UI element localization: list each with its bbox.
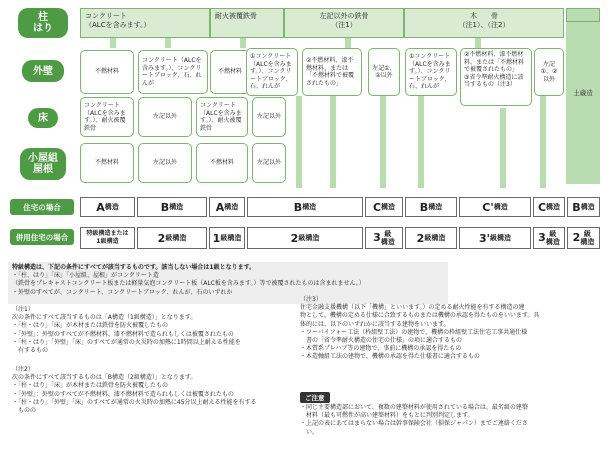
note-top-line-4: ・外壁のすべてが、コンクリート、コンクリートブロック、れんが、石のいずれか [12, 288, 233, 296]
note3-line: （注3） [300, 296, 322, 303]
wall-cell-7: ①コンクリート（ALCを含みます。）、コンクリートブロック、石、れんが [405, 48, 457, 96]
note3-line: 書の「省令準耐火構造の住宅の仕様」の項に適合するもの [300, 337, 463, 345]
connector [165, 38, 171, 48]
note2-line: 次の条件にすべて該当するものは「B構造（2級構造）」となります。 [12, 374, 197, 382]
note3-line: 住宅金融支援機構（以下「機構」といいます。）の定める耐火性能を有する構造の建 [300, 304, 525, 312]
header-soil: 土蔵造 [573, 89, 593, 97]
floor-cell-3: コンクリート（ALCを含みます。）、耐火被覆鉄骨 [196, 97, 248, 137]
residence-results [80, 197, 600, 217]
combined-results [80, 227, 600, 249]
note-2 [12, 366, 294, 415]
combined-result-3: 1 級構造 [209, 227, 245, 249]
note3-line: ・木質系プレハブ等の建物で、事前に機構の承認を得たもの [300, 345, 462, 353]
wall-cell-2: コンクリート（ALCを含みます。）、コンクリートブロック、石、れんが [138, 50, 208, 94]
floor-cell-1: コンクリート（ALCを含みます。）、耐火被覆鉄骨 [80, 97, 134, 137]
note3-line: ・木造軸組工法の建物で、機構の承認を得た仕様書に適合するもの [300, 353, 480, 361]
combined-result-9: 2 級 構造 [567, 227, 600, 249]
connector [296, 96, 302, 188]
note1-line: ・「外壁」：外壁のすべてが不燃材料、漆不燃材料で造られもしくは被覆されたもの [12, 330, 234, 338]
residence-result-6: B 構造 [405, 197, 457, 217]
wall-cell-4: ①コンクリート（ALCを含みます。）、コンクリートブロック、石、れんが [246, 48, 298, 96]
combined-result-8: 3 級 構造 [533, 227, 565, 249]
combined-result-1: 特級構造または 1級構造 [80, 227, 135, 249]
row-label-residence: 住宅の場合 [10, 199, 74, 215]
note2-line: ものの [12, 407, 37, 415]
connector [330, 96, 336, 188]
connector [500, 108, 506, 188]
note-top-line-1: 特級構造は、下記の条件にすべてが該当するものです。該当しない場合は1級となります。 [12, 264, 256, 271]
note-1 [12, 306, 294, 355]
residence-result-4: B 構造 [247, 197, 363, 217]
caution-section [300, 385, 606, 437]
wall-cell-5: ②不燃材料、漆不燃材料、または「不燃材料で被覆されたもの」 [302, 48, 362, 96]
note3-line: 物として、機構の定める仕様に合致するものまたは機構の承認を得たものをいいます。具 [300, 312, 540, 320]
caution-line: い。 [300, 428, 319, 436]
wall-cell-6: 左記①、②以外 [368, 48, 400, 96]
header-other-steel-note: （注1） [331, 21, 357, 29]
roof-cell-2: 左記以外 [138, 143, 192, 183]
wall-cell-8-9 [460, 48, 532, 106]
connector [475, 38, 481, 48]
combined-result-5: 3 級 構造 [365, 227, 403, 249]
note3-line: ・ツーバイフォー工法（枠組壁工法）の建物で、機構の枠組壁工法住宅工事共通仕様 [300, 328, 528, 336]
row-label-exterior-wall: 外壁 [22, 60, 64, 82]
floor-cell-4: 左記以外 [252, 97, 286, 137]
header-soil-top [566, 8, 600, 22]
header-concrete: コンクリート （ALCを含みます。） [80, 8, 210, 38]
header-other-steel-label: 左記以外の鉄骨 [319, 12, 369, 20]
wall-cell-1: 不燃材料 [80, 50, 134, 94]
note1-line: （注1） [12, 306, 34, 313]
note1-line: ・「柱・はり」「床」が木材または鉄骨を防火被覆したもの [12, 322, 169, 330]
note3-line: 体的には、以下のいずれかに該当する建物をいいます。 [300, 320, 450, 328]
row-label-floor: 床 [28, 108, 58, 128]
note-3 [300, 296, 606, 362]
soil-column-bar [566, 22, 600, 184]
roof-cell-3: 不燃材料 [196, 143, 248, 183]
note-top-line-3: （鉄骨をプレキャストコンクリート板または軽量気泡コンクリート板（ALC板を含みます。）等で被覆されたものは含まれません。） [12, 280, 365, 288]
caution-line: ・上記の表にあてはまらない場合は幹事保険会社（損保ジャパン）までご連絡くださ [300, 420, 528, 428]
header-wood [404, 8, 564, 38]
row-label-combined: 併用住宅の場合 [10, 229, 74, 245]
note-top-line-2: ・「柱、はり」「床」「小屋組、屋根」がコンクリート造 [12, 272, 159, 280]
note2-line: ・「柱・はり」「床」が木材または鉄骨を防火被覆したもの [12, 382, 169, 390]
connector [110, 38, 116, 48]
roof-cell-1: 不燃材料 [80, 143, 134, 183]
wall-cell-9: ③省令準耐火構造に該当するもの（注3） [464, 73, 524, 88]
note1-line: 次の条件にすべて該当するものは「A構造（1級構造）」となります。 [12, 314, 197, 322]
residence-result-5: C 構造 [365, 197, 403, 217]
residence-result-1: A 構造 [80, 197, 135, 217]
header-other-steel [284, 8, 404, 38]
note2-line: （注2） [12, 366, 34, 373]
wall-cell-8: ②不燃材料、漆不燃材料、または「不燃材料で被覆されたもの」 [464, 51, 525, 73]
residence-result-8: C 構造 [533, 197, 565, 217]
connector [380, 96, 386, 188]
caution-title: ご注意 [300, 392, 330, 403]
note2-line: ・「外壁」：外壁のすべてが不燃材料、漆不燃材料で造られもしくは被覆されたもの [12, 390, 234, 398]
residence-result-9: B 構造 [567, 197, 600, 217]
connector [345, 38, 351, 48]
combined-result-4: 2 級構造 [247, 227, 363, 249]
floor-cell-2: 左記以外 [138, 97, 192, 137]
caution-line: ・同じ主要構造部において、複数の建築材料が使用されている場合は、最劣級の建築 [300, 404, 528, 411]
combined-result-6: 2 級構造 [405, 227, 457, 249]
row-label-column-beam: 柱 はり [18, 8, 68, 38]
wall-cell-3: 不燃材料 [210, 50, 250, 94]
connector [540, 96, 546, 188]
residence-result-3: A 構造 [209, 197, 245, 217]
note1-line: 有するもの [12, 347, 49, 355]
connector [240, 38, 246, 48]
header-wood-note: （注1）、（注2） [458, 21, 510, 29]
header-wood-label: 木 骨 [470, 12, 498, 20]
row-label-roof: 小屋組 屋根 [20, 148, 66, 180]
note1-line: ・「柱・はり」「外壁」「床」のすべてが通常の火災時の加熱に1時間以上耐える性能を [12, 338, 241, 346]
residence-result-2: B 構造 [137, 197, 207, 217]
combined-result-7: 3' 級構造 [459, 227, 531, 249]
roof-cell-4: 左記以外 [252, 143, 286, 183]
caution-line: 材料（最も可燃性が高い建築材料）をもとに判別判定します。 [300, 412, 474, 420]
wall-cell-10: 左記①、②以外 [534, 48, 564, 96]
combined-result-2: 2 級構造 [137, 227, 207, 249]
connector [418, 96, 424, 188]
header-fireproof-steel: 耐火被覆鉄骨 [210, 8, 284, 38]
residence-result-7: C' 構造 [459, 197, 531, 217]
note2-line: ・「柱・はり」「外壁」「床」のすべてが通常の火災時の加熱に45分以上耐える性能を有する [12, 398, 257, 406]
